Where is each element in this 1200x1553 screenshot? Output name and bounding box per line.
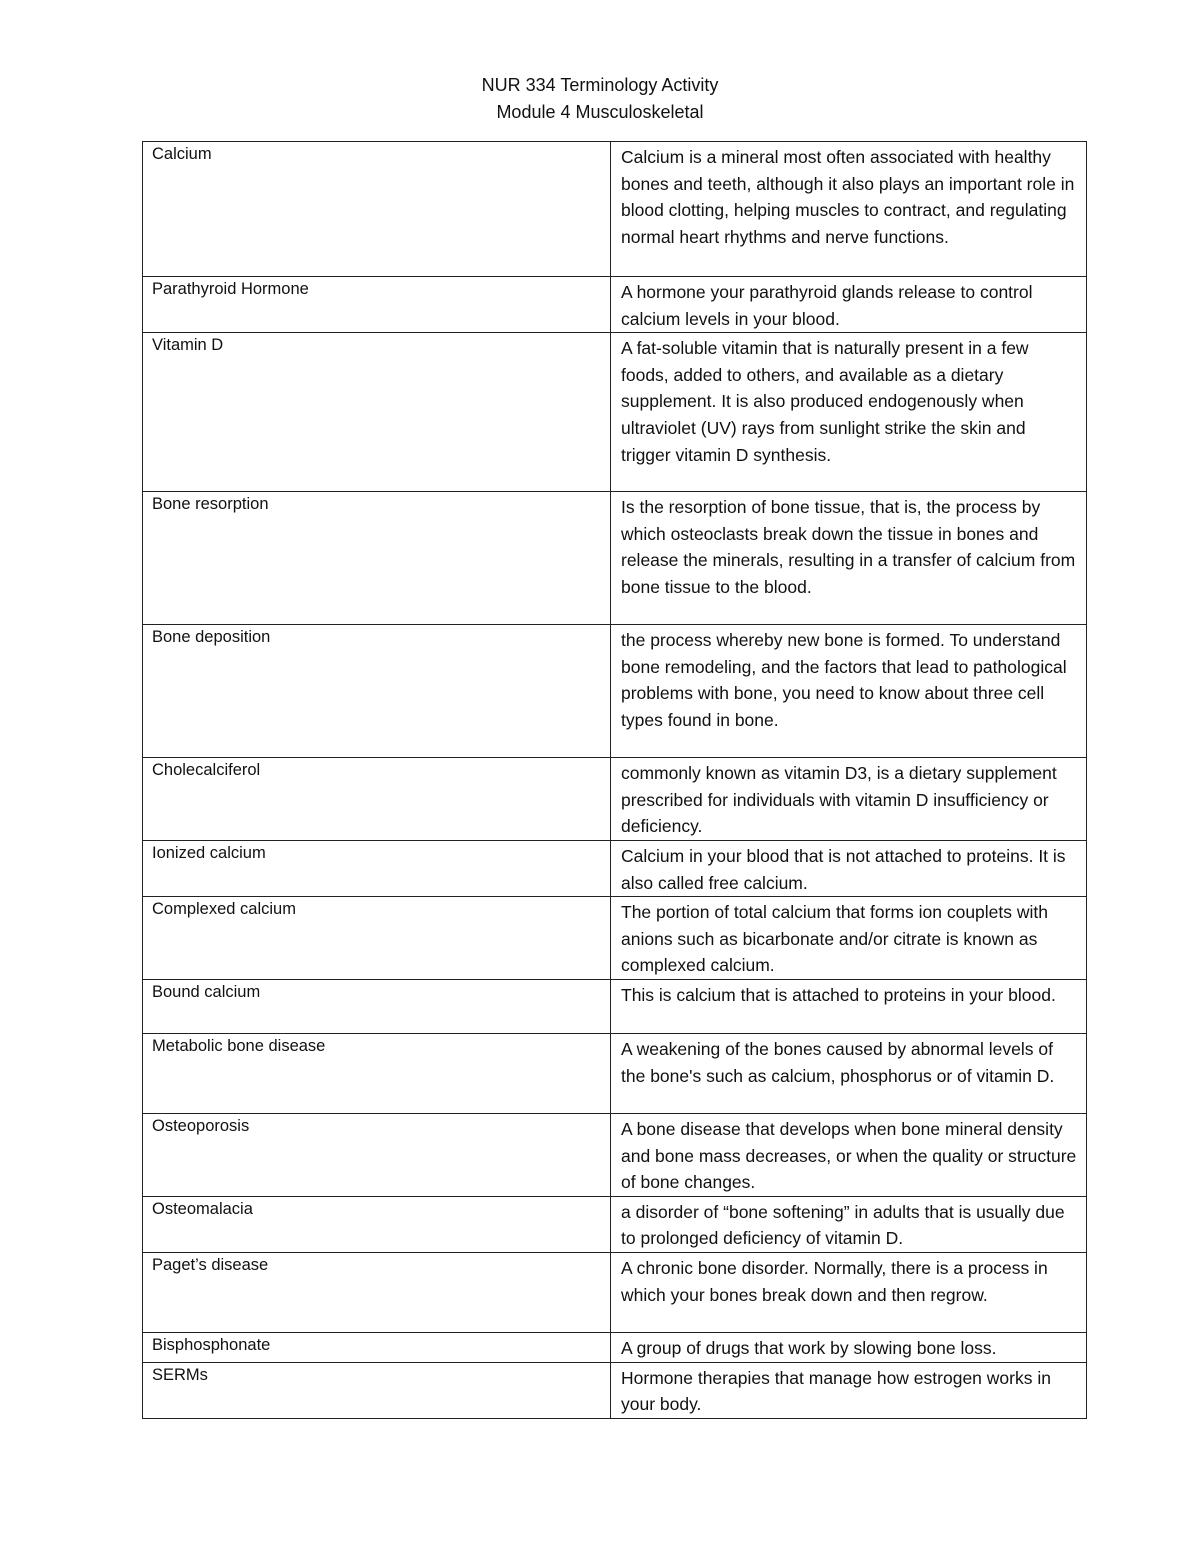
table-row — [143, 1252, 1087, 1332]
definition-cell: A bone disease that develops when bone mineral density and bone mass decreases, or when the quality or structure of bone changes. — [611, 1113, 1087, 1196]
definition-cell: commonly known as vitamin D3, is a dietary supplement prescribed for individuals with vitamin D insufficiency or deficiency. — [611, 758, 1087, 841]
term-cell: Cholecalciferol — [143, 758, 611, 841]
table-row — [143, 979, 1087, 1033]
definition-cell: A weakening of the bones caused by abnormal levels of the bone's such as calcium, phosphorus or of vitamin D. — [611, 1033, 1087, 1113]
definition-cell: a disorder of “bone softening” in adults that is usually due to prolonged deficiency of vitamin D. — [611, 1196, 1087, 1252]
table-row — [143, 333, 1087, 492]
term-cell: Vitamin D — [143, 333, 611, 492]
term-cell: Osteoporosis — [143, 1113, 611, 1196]
table-row — [143, 758, 1087, 841]
term-cell: Metabolic bone disease — [143, 1033, 611, 1113]
document-subtitle: Module 4 Musculoskeletal — [496, 102, 704, 122]
definition-cell: A group of drugs that work by slowing bone loss. — [611, 1332, 1087, 1362]
term-cell: Bisphosphonate — [143, 1332, 611, 1362]
table-row — [143, 1196, 1087, 1252]
table-row — [143, 625, 1087, 758]
term-cell: Osteomalacia — [143, 1196, 611, 1252]
table-row — [143, 142, 1087, 277]
document-title: NUR 334 Terminology Activity — [481, 75, 719, 95]
term-cell: Parathyroid Hormone — [143, 277, 611, 333]
definition-cell: A hormone your parathyroid glands release to control calcium levels in your blood. — [611, 277, 1087, 333]
table-row — [143, 1362, 1087, 1418]
definition-cell: Is the resorption of bone tissue, that is, the process by which osteoclasts break down the tissue in bones and release the minerals, resulting in a transfer of calcium from bone tissue to the blood. — [611, 492, 1087, 625]
document-header — [0, 72, 1200, 126]
table-row — [143, 897, 1087, 980]
term-cell: SERMs — [143, 1362, 611, 1418]
table-row — [143, 1332, 1087, 1362]
table-row — [143, 840, 1087, 896]
definition-cell: the process whereby new bone is formed. To understand bone remodeling, and the factors that lead to pathological problems with bone, you need to know about three cell types found in bone. — [611, 625, 1087, 758]
definition-cell: A fat-soluble vitamin that is naturally present in a few foods, added to others, and available as a dietary supplement. It is also produced endogenously when ultraviolet (UV) rays from sunlight strike the skin and trigger vitamin D synthesis. — [611, 333, 1087, 492]
term-cell: Bone deposition — [143, 625, 611, 758]
term-cell: Paget’s disease — [143, 1252, 611, 1332]
term-cell: Complexed calcium — [143, 897, 611, 980]
definition-cell: This is calcium that is attached to proteins in your blood. — [611, 979, 1087, 1033]
term-cell: Calcium — [143, 142, 611, 277]
definition-cell: A chronic bone disorder. Normally, there is a process in which your bones break down and then regrow. — [611, 1252, 1087, 1332]
table-row — [143, 277, 1087, 333]
term-cell: Ionized calcium — [143, 840, 611, 896]
term-cell: Bound calcium — [143, 979, 611, 1033]
terminology-table — [142, 141, 1087, 1419]
definition-cell: The portion of total calcium that forms ion couplets with anions such as bicarbonate and/or citrate is known as complexed calcium. — [611, 897, 1087, 980]
definition-cell: Calcium in your blood that is not attached to proteins. It is also called free calcium. — [611, 840, 1087, 896]
table-row — [143, 492, 1087, 625]
definition-cell: Hormone therapies that manage how estrogen works in your body. — [611, 1362, 1087, 1418]
definition-cell: Calcium is a mineral most often associated with healthy bones and teeth, although it also plays an important role in blood clotting, helping muscles to contract, and regulating normal heart rhythms and nerve functions. — [611, 142, 1087, 277]
table-row — [143, 1033, 1087, 1113]
term-cell: Bone resorption — [143, 492, 611, 625]
table-row — [143, 1113, 1087, 1196]
